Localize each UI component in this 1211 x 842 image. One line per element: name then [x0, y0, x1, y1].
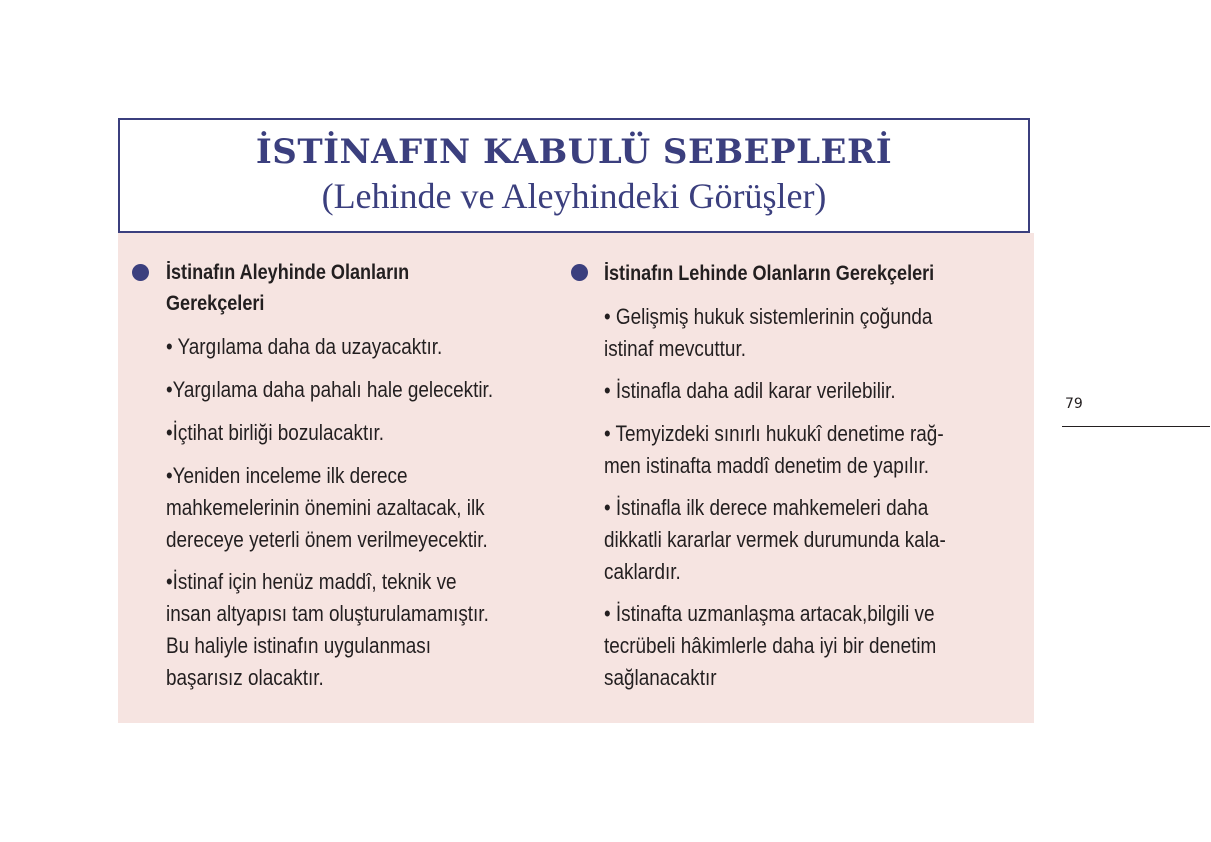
left-item-4-line-1: •Yeniden inceleme ilk derece: [166, 463, 408, 488]
left-item-4-line-2: mahkemelerinin önemini azaltacak, ilk: [166, 495, 485, 520]
content-panel: [118, 233, 1034, 723]
page-subtitle: (Lehinde ve Aleyhindeki Görüşler): [321, 176, 827, 216]
right-item-5-line-1: • İstinafta uzmanlaşma artacak,bilgili ve: [604, 601, 935, 626]
left-heading-line-2: Gerekçeleri: [166, 292, 265, 315]
left-item-5-line-2: insan altyapısı tam oluşturulamamıştır.: [166, 601, 489, 626]
left-heading-line-1: İstinafın Aleyhinde Olanların: [166, 261, 410, 284]
page-title: İSTİNAFIN KABULÜ SEBEPLERİ: [255, 132, 893, 172]
right-item-2-line-1: • İstinafla daha adil karar verilebilir.: [604, 378, 896, 403]
right-item-1-line-1: • Gelişmiş hukuk sistemlerinin çoğunda: [604, 304, 933, 329]
right-item-3-line-2: men istinafta maddî denetim de yapılır.: [604, 453, 929, 478]
right-item-3-line-1: • Temyizdeki sınırlı hukukî denetime rağ-: [604, 421, 944, 446]
right-item-4-line-2: dikkatli kararlar vermek durumunda kala-: [604, 527, 946, 552]
right-item-4-line-3: caklardır.: [604, 559, 681, 584]
right-item-5-line-2: tecrübeli hâkimlerle daha iyi bir denetim: [604, 633, 937, 658]
page-number: 79: [1065, 396, 1083, 412]
right-heading: İstinafın Lehinde Olanların Gerekçeleri: [604, 262, 935, 285]
left-item-3-line-1: •İçtihat birliği bozulacaktır.: [166, 420, 384, 445]
page-number-rule: [1062, 426, 1210, 427]
left-item-5-line-4: başarısız olacaktır.: [166, 665, 324, 690]
right-item-5-line-3: sağlanacaktır: [604, 665, 717, 690]
left-item-2-line-1: •Yargılama daha pahalı hale gelecektir.: [166, 377, 494, 402]
left-item-4-line-3: dereceye yeterli önem verilmeyecektir.: [166, 527, 488, 552]
right-item-1-line-2: istinaf mevcuttur.: [604, 336, 746, 361]
title-box: [118, 118, 1030, 233]
left-item-1-line-1: • Yargılama daha da uzayacaktır.: [166, 334, 443, 359]
right-item-4-line-1: • İstinafla ilk derece mahkemeleri daha: [604, 495, 929, 520]
left-item-5-line-1: •İstinaf için henüz maddî, teknik ve: [166, 569, 457, 594]
left-item-5-line-3: Bu haliyle istinafın uygulanması: [166, 633, 432, 658]
bullet-dot-icon: [571, 264, 588, 281]
bullet-dot-icon: [132, 264, 149, 281]
